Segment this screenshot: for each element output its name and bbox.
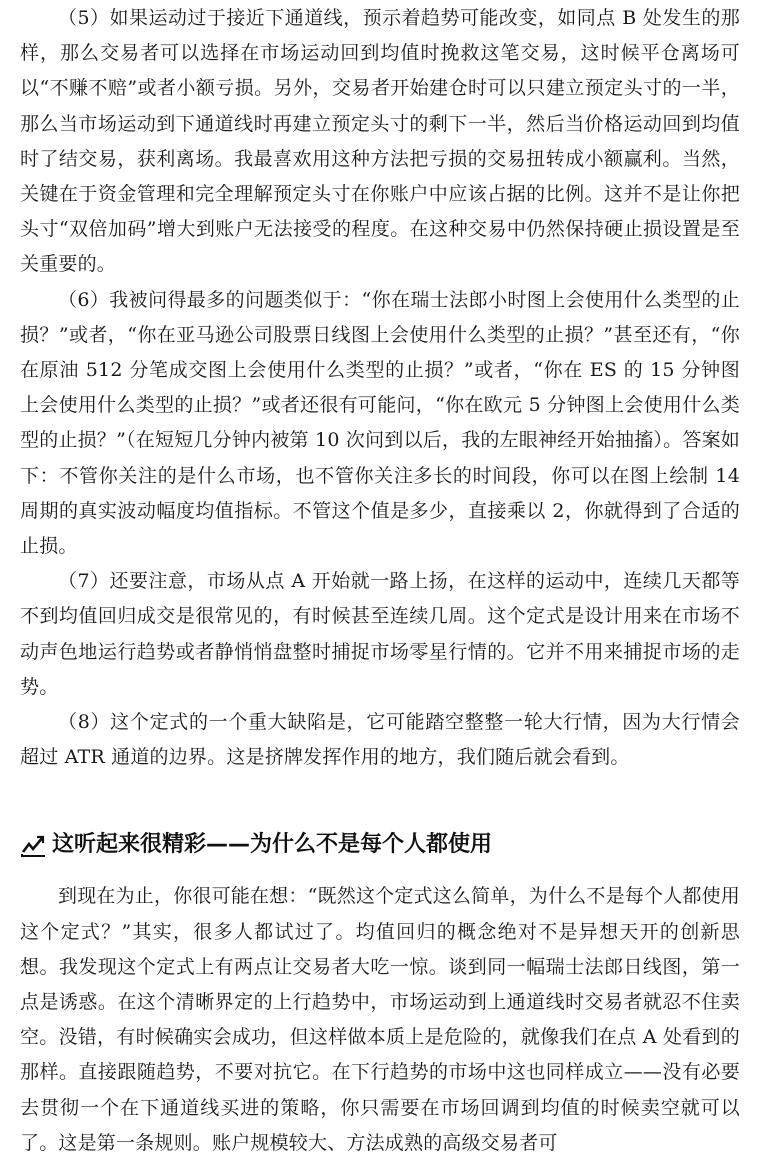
- section-heading: [20, 775, 740, 879]
- paragraph-7: （7）还要注意，市场从点 A 开始就一路上扬，在这样的运动中，连续几天都等不到均值回归成交是很常见的，有时候甚至连续几周。这个定式是设计用来在市场不动声色地运行趋势或者静悄悄盘整时捕捉市场零星行情的。它并不用来捕捉市场的走势。: [20, 570, 740, 698]
- paragraph-6: （6）我被问得最多的问题类似于：“你在瑞士法郎小时图上会使用什么类型的止损？”或者，“你在亚马逊公司股票日线图上会使用什么类型的止损？”甚至还有，“你在原油 512 分笔成交图上会使用什么类型的止损？”或者，“你在 ES 的 15 分钟图上会使用什么类型的止损？”或者还很有可能问，“你在欧元 5 分钟图上会使用什么类型的止损？”（在短短几分钟内被第 10 次问到以后，我的左眼神经开始抽搐）。答案如下：不管你关注的是什么市场，也不管你关注多长的时间段，你可以在图上绘制 14 周期的真实波动幅度均值指标。不管这个值是多少，直接乘以 2，你就得到了合适的止损。: [20, 288, 740, 558]
- section-paragraph: 到现在为止，你很可能在想：“既然这个定式这么简单，为什么不是每个人都使用这个定式？”其实，很多人都试过了。均值回归的概念绝对不是异想天开的创新思想。我发现这个定式上有两点让交易者大吃一惊。谈到同一幅瑞士法郎日线图，第一点是诱惑。在这个清晰界定的上行趋势中，市场运动到上通道线时交易者就忍不住卖空。没错，有时候确实会成功，但这样做本质上是危险的，就像我们在点 A 处看到的那样。直接跟随趋势，不要对抗它。在下行趋势的市场中这也同样成立——没有必要去贯彻一个在下通道线买进的策略，你只需要在市场回调到均值的时候卖空就可以了。这是第一条规则。账户规模较大、方法成熟的高级交易者可: [20, 885, 740, 1154]
- paragraph-5: （5）如果运动过于接近下通道线，预示着趋势可能改变，如同点 B 处发生的那样，那么交易者可以选择在市场运动回到均值时挽救这笔交易，这时候平仓离场可以“不赚不赔”或者小额亏损。另外，交易者开始建仓时可以只建立预定头寸的一半，那么当市场运动到下通道线时再建立预定头寸的剩下一半，然后当价格运动回到均值时了结交易，获利离场。我最喜欢用这种方法把亏损的交易扭转成小额赢利。当然，关键在于资金管理和完全理解预定头寸在你账户中应该占据的比例。这并不是让你把头寸“双倍加码”增大到账户无法接受的程度。在这种交易中仍然保持硬止损设置是至关重要的。: [20, 7, 740, 276]
- section-heading-text: 这听起来很精彩——为什么不是每个人都使用: [52, 832, 493, 858]
- paragraph-8: （8）这个定式的一个重大缺陷是，它可能踏空整整一轮大行情，因为大行情会超过 ATR 通道的边界。这是挤牌发挥作用的地方，我们随后就会看到。: [20, 711, 740, 769]
- trend-chart-icon: [20, 832, 46, 858]
